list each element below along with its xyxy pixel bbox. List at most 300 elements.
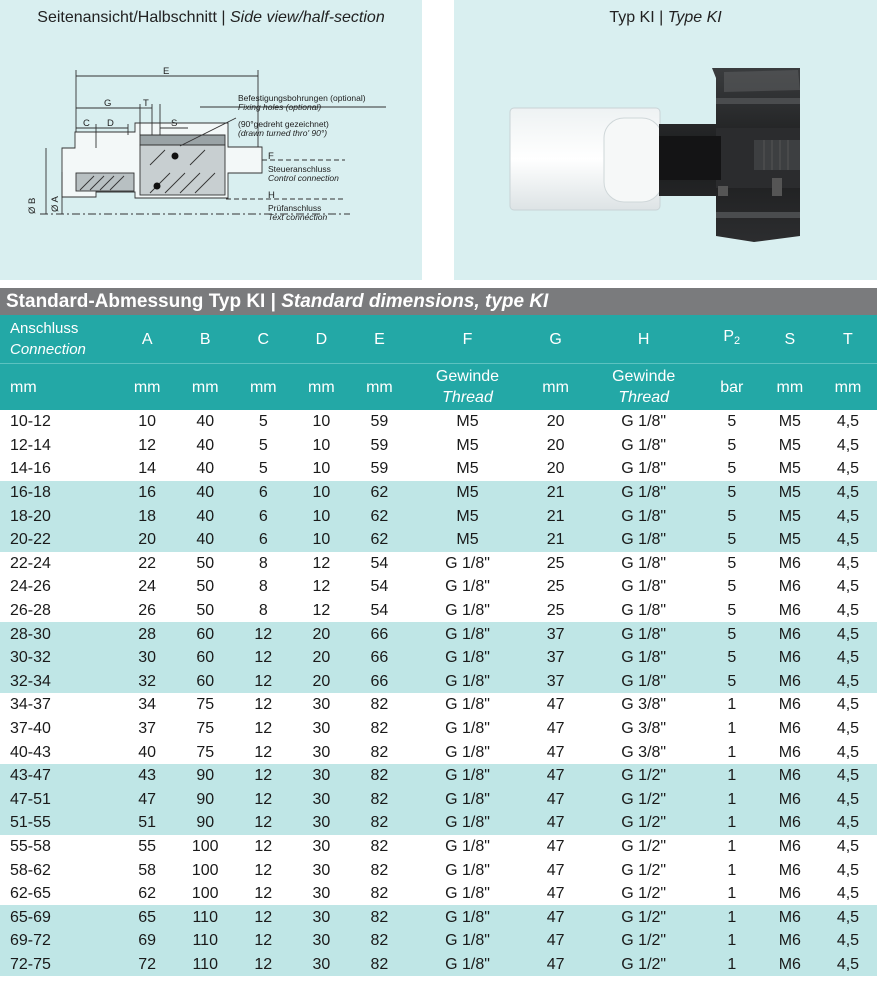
cell-b: 40 bbox=[176, 481, 234, 505]
cell-h: G 1/8" bbox=[585, 504, 703, 528]
cell-f: M5 bbox=[408, 528, 526, 552]
dimensions-table bbox=[0, 315, 877, 976]
cell-b: 110 bbox=[176, 929, 234, 953]
dim-label-s: S bbox=[171, 118, 178, 129]
callout-test-de: Prüfanschluss bbox=[268, 203, 322, 213]
cell-e: 82 bbox=[350, 835, 408, 859]
dim-label-e: E bbox=[163, 66, 170, 77]
header-connection-en: Connection bbox=[10, 341, 86, 358]
cell-a: 32 bbox=[118, 670, 176, 694]
cell-a: 14 bbox=[118, 457, 176, 481]
side-view-title-en: Side view/half-section bbox=[229, 9, 385, 26]
cell-t: 4,5 bbox=[819, 740, 877, 764]
cell-f: G 1/8" bbox=[408, 835, 526, 859]
cell-c: 6 bbox=[234, 528, 292, 552]
cell-g: 37 bbox=[527, 670, 585, 694]
cell-g: 47 bbox=[527, 788, 585, 812]
cell-s: M6 bbox=[761, 622, 819, 646]
cell-b: 60 bbox=[176, 622, 234, 646]
cell-a: 12 bbox=[118, 434, 176, 458]
cell-p2: 1 bbox=[703, 740, 761, 764]
table-row bbox=[0, 599, 877, 623]
cell-s: M5 bbox=[761, 457, 819, 481]
cell-p2: 5 bbox=[703, 575, 761, 599]
cell-g: 21 bbox=[527, 481, 585, 505]
cell-d: 30 bbox=[292, 858, 350, 882]
cell-d: 30 bbox=[292, 929, 350, 953]
cell-a: 18 bbox=[118, 504, 176, 528]
dim-label-diameter-b: Ø B bbox=[27, 197, 38, 214]
cell-p2: 1 bbox=[703, 905, 761, 929]
cell-h: G 1/8" bbox=[585, 575, 703, 599]
cell-p2: 5 bbox=[703, 434, 761, 458]
cell-a: 62 bbox=[118, 882, 176, 906]
cell-b: 110 bbox=[176, 905, 234, 929]
dim-label-d: D bbox=[107, 118, 114, 129]
cell-s: M5 bbox=[761, 481, 819, 505]
cell-b: 50 bbox=[176, 575, 234, 599]
cell-g: 47 bbox=[527, 858, 585, 882]
cell-g: 25 bbox=[527, 552, 585, 576]
cell-e: 82 bbox=[350, 905, 408, 929]
cell-s: M6 bbox=[761, 599, 819, 623]
cell-f: G 1/8" bbox=[408, 882, 526, 906]
cell-p2: 1 bbox=[703, 858, 761, 882]
cell-a: 65 bbox=[118, 905, 176, 929]
cell-f: G 1/8" bbox=[408, 905, 526, 929]
cell-connection: 28-30 bbox=[0, 622, 118, 646]
callout-turned-de: (90°gedreht gezeichnet) bbox=[238, 119, 329, 129]
cell-p2: 1 bbox=[703, 693, 761, 717]
table-row bbox=[0, 457, 877, 481]
cell-g: 47 bbox=[527, 693, 585, 717]
cell-c: 8 bbox=[234, 599, 292, 623]
cell-c: 12 bbox=[234, 622, 292, 646]
cell-h: G 1/2" bbox=[585, 788, 703, 812]
cell-connection: 65-69 bbox=[0, 905, 118, 929]
cell-s: M6 bbox=[761, 858, 819, 882]
cell-t: 4,5 bbox=[819, 788, 877, 812]
cell-g: 21 bbox=[527, 528, 585, 552]
cell-c: 5 bbox=[234, 410, 292, 434]
cell-c: 12 bbox=[234, 953, 292, 977]
cell-s: M6 bbox=[761, 764, 819, 788]
unit-t: mm bbox=[819, 364, 877, 411]
unit-c: mm bbox=[234, 364, 292, 411]
cell-b: 60 bbox=[176, 670, 234, 694]
cell-p2: 1 bbox=[703, 953, 761, 977]
cell-t: 4,5 bbox=[819, 575, 877, 599]
table-row bbox=[0, 693, 877, 717]
cell-a: 69 bbox=[118, 929, 176, 953]
cell-connection: 47-51 bbox=[0, 788, 118, 812]
cell-b: 90 bbox=[176, 764, 234, 788]
cell-t: 4,5 bbox=[819, 764, 877, 788]
cell-b: 100 bbox=[176, 882, 234, 906]
cell-connection: 22-24 bbox=[0, 552, 118, 576]
cell-f: G 1/8" bbox=[408, 811, 526, 835]
cell-c: 12 bbox=[234, 646, 292, 670]
cell-f: G 1/8" bbox=[408, 717, 526, 741]
cell-s: M6 bbox=[761, 953, 819, 977]
cell-connection: 34-37 bbox=[0, 693, 118, 717]
cell-a: 47 bbox=[118, 788, 176, 812]
table-group bbox=[0, 835, 877, 906]
cell-e: 59 bbox=[350, 410, 408, 434]
cell-connection: 14-16 bbox=[0, 457, 118, 481]
product-photo bbox=[454, 0, 877, 280]
cell-a: 40 bbox=[118, 740, 176, 764]
cell-h: G 1/2" bbox=[585, 953, 703, 977]
title-separator: | bbox=[221, 9, 226, 26]
cell-t: 4,5 bbox=[819, 929, 877, 953]
cell-g: 47 bbox=[527, 953, 585, 977]
cell-t: 4,5 bbox=[819, 457, 877, 481]
cell-connection: 20-22 bbox=[0, 528, 118, 552]
cell-t: 4,5 bbox=[819, 670, 877, 694]
unit-h bbox=[585, 364, 703, 411]
table-row bbox=[0, 528, 877, 552]
table-title-de: Standard-Abmessung Typ KI bbox=[6, 291, 266, 312]
cell-t: 4,5 bbox=[819, 622, 877, 646]
cell-connection: 10-12 bbox=[0, 410, 118, 434]
cell-h: G 1/2" bbox=[585, 905, 703, 929]
cell-f: M5 bbox=[408, 481, 526, 505]
cell-s: M6 bbox=[761, 552, 819, 576]
table-row bbox=[0, 434, 877, 458]
dim-label-c: C bbox=[83, 118, 90, 129]
cell-d: 10 bbox=[292, 457, 350, 481]
cell-h: G 1/2" bbox=[585, 929, 703, 953]
table-row bbox=[0, 788, 877, 812]
cell-b: 90 bbox=[176, 788, 234, 812]
cell-c: 12 bbox=[234, 670, 292, 694]
cell-e: 82 bbox=[350, 788, 408, 812]
cell-p2: 5 bbox=[703, 457, 761, 481]
cell-s: M6 bbox=[761, 788, 819, 812]
cell-d: 20 bbox=[292, 646, 350, 670]
cell-c: 12 bbox=[234, 882, 292, 906]
cell-s: M6 bbox=[761, 670, 819, 694]
cell-p2: 1 bbox=[703, 882, 761, 906]
cell-e: 82 bbox=[350, 693, 408, 717]
cell-b: 40 bbox=[176, 528, 234, 552]
cell-p2: 5 bbox=[703, 599, 761, 623]
cell-t: 4,5 bbox=[819, 858, 877, 882]
table-group bbox=[0, 693, 877, 764]
cell-d: 10 bbox=[292, 410, 350, 434]
cell-b: 40 bbox=[176, 504, 234, 528]
cell-t: 4,5 bbox=[819, 835, 877, 859]
cell-d: 30 bbox=[292, 905, 350, 929]
product-photo-panel bbox=[454, 0, 877, 280]
cell-f: G 1/8" bbox=[408, 693, 526, 717]
cell-t: 4,5 bbox=[819, 599, 877, 623]
cell-connection: 37-40 bbox=[0, 717, 118, 741]
unit-g: mm bbox=[527, 364, 585, 411]
cell-c: 12 bbox=[234, 764, 292, 788]
cell-connection: 58-62 bbox=[0, 858, 118, 882]
cell-s: M6 bbox=[761, 646, 819, 670]
cell-f: G 1/8" bbox=[408, 929, 526, 953]
cell-d: 20 bbox=[292, 622, 350, 646]
table-row bbox=[0, 504, 877, 528]
cell-b: 40 bbox=[176, 434, 234, 458]
cell-a: 28 bbox=[118, 622, 176, 646]
cell-s: M5 bbox=[761, 434, 819, 458]
unit-s: mm bbox=[761, 364, 819, 411]
cell-g: 47 bbox=[527, 905, 585, 929]
table-group bbox=[0, 481, 877, 552]
cell-d: 30 bbox=[292, 717, 350, 741]
cell-s: M6 bbox=[761, 811, 819, 835]
cell-a: 37 bbox=[118, 717, 176, 741]
header-g: G bbox=[527, 315, 585, 364]
cell-h: G 1/8" bbox=[585, 481, 703, 505]
table-row bbox=[0, 953, 877, 977]
cell-connection: 69-72 bbox=[0, 929, 118, 953]
cell-a: 43 bbox=[118, 764, 176, 788]
cell-h: G 1/8" bbox=[585, 457, 703, 481]
cell-d: 10 bbox=[292, 504, 350, 528]
table-group bbox=[0, 764, 877, 835]
cell-p2: 1 bbox=[703, 717, 761, 741]
cell-s: M6 bbox=[761, 835, 819, 859]
cell-f: G 1/8" bbox=[408, 622, 526, 646]
table-group bbox=[0, 622, 877, 693]
dim-label-diameter-a: Ø A bbox=[50, 196, 61, 212]
cell-c: 6 bbox=[234, 504, 292, 528]
cell-e: 62 bbox=[350, 481, 408, 505]
header-connection-de: Anschluss bbox=[10, 320, 79, 337]
cell-c: 12 bbox=[234, 811, 292, 835]
cell-a: 55 bbox=[118, 835, 176, 859]
cell-h: G 1/2" bbox=[585, 858, 703, 882]
cell-c: 5 bbox=[234, 457, 292, 481]
cell-d: 30 bbox=[292, 788, 350, 812]
cell-f: M5 bbox=[408, 410, 526, 434]
dim-label-h: H bbox=[268, 190, 275, 201]
cell-h: G 1/8" bbox=[585, 410, 703, 434]
cell-d: 12 bbox=[292, 552, 350, 576]
cell-c: 12 bbox=[234, 929, 292, 953]
cell-f: M5 bbox=[408, 457, 526, 481]
product-title-de: Typ KI bbox=[609, 9, 655, 26]
cell-a: 20 bbox=[118, 528, 176, 552]
header-p-label: P bbox=[723, 328, 735, 345]
cell-b: 40 bbox=[176, 457, 234, 481]
cell-connection: 62-65 bbox=[0, 882, 118, 906]
cell-t: 4,5 bbox=[819, 410, 877, 434]
cell-d: 30 bbox=[292, 764, 350, 788]
table-row bbox=[0, 929, 877, 953]
header-p-subscript: 2 bbox=[734, 335, 741, 347]
cell-t: 4,5 bbox=[819, 481, 877, 505]
table-group bbox=[0, 905, 877, 976]
cell-f: G 1/8" bbox=[408, 646, 526, 670]
cell-d: 10 bbox=[292, 481, 350, 505]
cell-c: 5 bbox=[234, 434, 292, 458]
table-group bbox=[0, 552, 877, 623]
cell-b: 40 bbox=[176, 410, 234, 434]
cell-g: 25 bbox=[527, 599, 585, 623]
title-separator: | bbox=[270, 291, 276, 312]
cell-p2: 5 bbox=[703, 481, 761, 505]
unit-connection: mm bbox=[0, 364, 118, 411]
table-title bbox=[0, 288, 877, 315]
cell-b: 110 bbox=[176, 953, 234, 977]
cell-a: 22 bbox=[118, 552, 176, 576]
cell-connection: 30-32 bbox=[0, 646, 118, 670]
cell-g: 47 bbox=[527, 882, 585, 906]
cell-h: G 3/8" bbox=[585, 693, 703, 717]
cell-connection: 43-47 bbox=[0, 764, 118, 788]
header-e: E bbox=[350, 315, 408, 364]
cell-f: G 1/8" bbox=[408, 552, 526, 576]
cell-h: G 1/2" bbox=[585, 835, 703, 859]
cell-t: 4,5 bbox=[819, 811, 877, 835]
callout-test-en: Text connection bbox=[268, 212, 328, 222]
table-row bbox=[0, 552, 877, 576]
cell-b: 75 bbox=[176, 693, 234, 717]
cell-h: G 3/8" bbox=[585, 740, 703, 764]
cell-t: 4,5 bbox=[819, 882, 877, 906]
cell-p2: 5 bbox=[703, 622, 761, 646]
cell-a: 26 bbox=[118, 599, 176, 623]
cell-d: 20 bbox=[292, 670, 350, 694]
callout-control-en: Control connection bbox=[268, 173, 339, 183]
cell-s: M6 bbox=[761, 929, 819, 953]
side-view-title-de: Seitenansicht/Halbschnitt bbox=[37, 9, 217, 26]
table-row bbox=[0, 575, 877, 599]
cell-s: M5 bbox=[761, 410, 819, 434]
dim-label-t: T bbox=[143, 98, 149, 109]
header-a: A bbox=[118, 315, 176, 364]
cell-connection: 24-26 bbox=[0, 575, 118, 599]
cell-e: 82 bbox=[350, 740, 408, 764]
header-d: D bbox=[292, 315, 350, 364]
product-title-en: Type KI bbox=[667, 9, 722, 26]
cell-s: M6 bbox=[761, 717, 819, 741]
cell-p2: 5 bbox=[703, 552, 761, 576]
cell-e: 59 bbox=[350, 457, 408, 481]
cell-g: 47 bbox=[527, 811, 585, 835]
table-row bbox=[0, 740, 877, 764]
cell-a: 34 bbox=[118, 693, 176, 717]
cell-g: 47 bbox=[527, 717, 585, 741]
cell-e: 59 bbox=[350, 434, 408, 458]
dim-label-g: G bbox=[104, 98, 112, 109]
cell-e: 66 bbox=[350, 646, 408, 670]
cell-g: 20 bbox=[527, 434, 585, 458]
cell-connection: 40-43 bbox=[0, 740, 118, 764]
cell-f: G 1/8" bbox=[408, 764, 526, 788]
cell-e: 82 bbox=[350, 717, 408, 741]
cell-t: 4,5 bbox=[819, 528, 877, 552]
cell-b: 100 bbox=[176, 835, 234, 859]
cell-e: 82 bbox=[350, 764, 408, 788]
cell-connection: 55-58 bbox=[0, 835, 118, 859]
header-s: S bbox=[761, 315, 819, 364]
cell-e: 82 bbox=[350, 929, 408, 953]
cell-a: 16 bbox=[118, 481, 176, 505]
table-row bbox=[0, 622, 877, 646]
cell-b: 60 bbox=[176, 646, 234, 670]
cell-c: 8 bbox=[234, 552, 292, 576]
cell-s: M5 bbox=[761, 528, 819, 552]
cell-b: 75 bbox=[176, 717, 234, 741]
cell-p2: 1 bbox=[703, 788, 761, 812]
cell-connection: 16-18 bbox=[0, 481, 118, 505]
cell-b: 50 bbox=[176, 552, 234, 576]
cell-f: G 1/8" bbox=[408, 599, 526, 623]
unit-p2: bar bbox=[703, 364, 761, 411]
half-section-drawing bbox=[0, 0, 422, 280]
cell-t: 4,5 bbox=[819, 434, 877, 458]
unit-h-de: Gewinde bbox=[612, 368, 676, 385]
cell-c: 12 bbox=[234, 717, 292, 741]
cell-p2: 1 bbox=[703, 811, 761, 835]
cell-b: 75 bbox=[176, 740, 234, 764]
cell-p2: 5 bbox=[703, 410, 761, 434]
table-row bbox=[0, 764, 877, 788]
cell-h: G 1/2" bbox=[585, 882, 703, 906]
unit-f bbox=[408, 364, 526, 411]
cell-s: M6 bbox=[761, 882, 819, 906]
cell-e: 82 bbox=[350, 953, 408, 977]
cell-h: G 1/2" bbox=[585, 811, 703, 835]
cell-a: 10 bbox=[118, 410, 176, 434]
cell-c: 12 bbox=[234, 905, 292, 929]
cell-d: 30 bbox=[292, 740, 350, 764]
cell-h: G 1/8" bbox=[585, 646, 703, 670]
cell-f: G 1/8" bbox=[408, 858, 526, 882]
cell-d: 10 bbox=[292, 434, 350, 458]
cell-t: 4,5 bbox=[819, 953, 877, 977]
header-f: F bbox=[408, 315, 526, 364]
cell-h: G 1/8" bbox=[585, 599, 703, 623]
cell-e: 54 bbox=[350, 575, 408, 599]
cell-p2: 5 bbox=[703, 670, 761, 694]
header-t: T bbox=[819, 315, 877, 364]
cell-e: 82 bbox=[350, 858, 408, 882]
cell-g: 37 bbox=[527, 646, 585, 670]
cell-b: 50 bbox=[176, 599, 234, 623]
header-h: H bbox=[585, 315, 703, 364]
cell-p2: 1 bbox=[703, 764, 761, 788]
table-row bbox=[0, 670, 877, 694]
cell-e: 66 bbox=[350, 622, 408, 646]
table-row bbox=[0, 905, 877, 929]
unit-b: mm bbox=[176, 364, 234, 411]
cell-s: M6 bbox=[761, 693, 819, 717]
cell-e: 66 bbox=[350, 670, 408, 694]
cell-d: 30 bbox=[292, 835, 350, 859]
title-separator: | bbox=[659, 9, 664, 26]
unit-e: mm bbox=[350, 364, 408, 411]
cell-g: 20 bbox=[527, 410, 585, 434]
cell-connection: 12-14 bbox=[0, 434, 118, 458]
cell-h: G 1/8" bbox=[585, 528, 703, 552]
cell-s: M5 bbox=[761, 504, 819, 528]
table-row bbox=[0, 717, 877, 741]
unit-f-de: Gewinde bbox=[435, 368, 500, 385]
cell-e: 82 bbox=[350, 811, 408, 835]
table-row bbox=[0, 646, 877, 670]
cell-t: 4,5 bbox=[819, 693, 877, 717]
cell-a: 24 bbox=[118, 575, 176, 599]
cell-e: 54 bbox=[350, 552, 408, 576]
